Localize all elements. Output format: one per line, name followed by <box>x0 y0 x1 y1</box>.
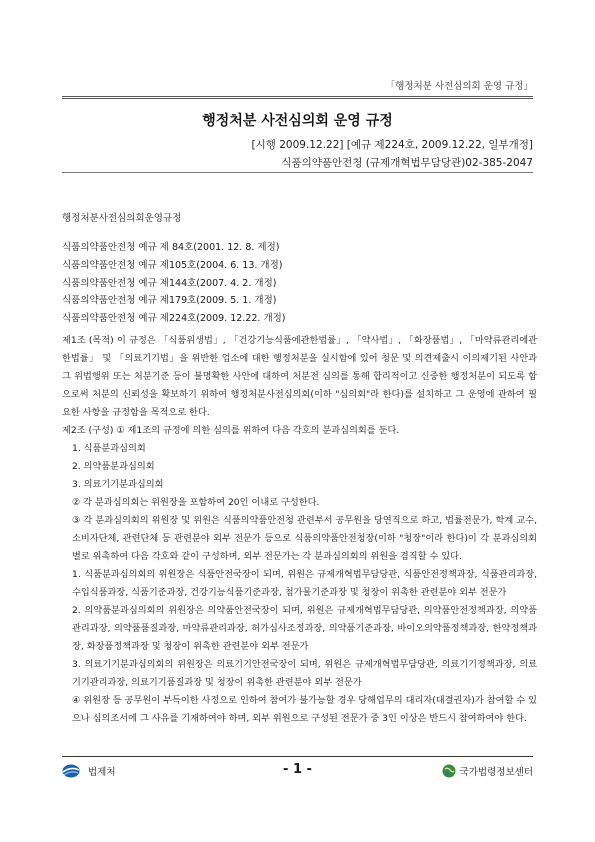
title-rule <box>62 172 533 173</box>
history-item: 식품의약품안전청 예규 제179호(2009. 5. 1. 개정) <box>62 295 277 307</box>
history-item: 식품의약품안전청 예규 제105호(2004. 6. 13. 개정) <box>62 259 283 271</box>
document-title: 행정처분 사전심의회 운영 규정 <box>202 113 393 129</box>
article-2-intro: 제2조 (구성) ① 제1조의 규정에 의한 심의를 위하여 다음 각호의 분과심의회를 둔다. <box>62 425 400 436</box>
header-rule <box>62 96 533 99</box>
footer-right-label: 국가법령정보센터 <box>459 767 533 778</box>
history-item: 식품의약품안전청 예규 제144호(2007. 4. 2. 개정) <box>62 277 277 289</box>
article-2-paragraph-3: ③ 각 분과심의회의 위원장 및 위원은 식품의약품안전청 관련부서 공무원을 당연직으로 하고, 법률전문가, 학계 교수, 소비자단체, 관련단체 등 관련분야 외부 전문가 등으로 식품의약품안전청장(이하 "청장"이라 한다)이 각 분과심의회별로 위촉하여 다음 각호와 같이 구성하며, 외부 전문가는 각 분과심의회의 위원을 겸직할 수 있다. <box>72 515 537 562</box>
page-footer <box>62 762 533 782</box>
article-2-item: 3. 의료기기분과심의회 <box>72 479 164 490</box>
regulation-body <box>62 332 537 728</box>
article-2-paragraph-2: ② 각 분과심의회는 위원장을 포함하여 20인 이내로 구성한다. <box>72 497 320 508</box>
enforcement-info: [시행 2009.12.22] [예규 제224호, 2009.12.22, 일부개정] <box>251 139 533 151</box>
history-item: 식품의약품안전청 예규 제 84호(2001. 12. 8. 제정) <box>62 242 280 253</box>
amendment-history <box>62 239 286 328</box>
article-2-subitem: 2. 의약품분과심의회의 위원장은 의약품안전국장이 되며, 위원은 규제개혁법무담당관, 의약품안전정책과장, 의약품관리과장, 의약품품질과장, 마약류관리과장, 허가심사조정과장, 의약품기준과장, 바이오의약품정책과장, 한약정책과장, 화장품정책과장 및 청장이 위촉한 관련분야 외부 전문가 <box>72 605 537 652</box>
footer-rule <box>62 756 533 757</box>
footer-source <box>442 764 533 778</box>
article-1: 제1조 (목적) 이 규정은 「식품위생법」, 「건강기능식품에관한법률」, 「약사법」, 「화장품법」, 「마약류관리에관한법률」 및 「의료기기법」을 위반한 업소에 대한 행정처분을 실시함에 있어 청문 및 의견제출시 이의제기된 사안과 그 위법행위 또는 처분기준 등이 불명확한 사안에 대하여 처분전 심의를 통해 합리적이고 신중한 행정처분이 되도록 함으로써 처분의 신뢰성을 확보하기 위하여 행정처분사전심의회(이하 "심의회"라 한다)를 설치하고 그 운영에 관하여 필요한 사항을 규정함을 목적으로 한다. <box>62 335 537 418</box>
history-item: 식품의약품안전청 예규 제224호(2009. 12.22. 개정) <box>62 313 286 325</box>
article-2-subitem: 1. 식품분과심의회의 위원장은 식품안전국장이 되며, 위원은 규제개혁법무담당관, 식품안전정책과장, 식품관리과장, 수입식품과장, 식품기준과장, 건강기능식품기준과장, 첨가물기준과장 및 청장이 위촉한 관련분야 외부 전문가 <box>72 569 537 598</box>
article-2-paragraph-4: ④ 위원장 등 공무원이 부득이한 사정으로 인하여 참여가 불가능할 경우 당해업무의 대리자(대결권자)가 참여할 수 있으나 심의조서에 그 사유를 기재하여야 하며, 외부 위원으로 구성된 전문가 중 3인 이상은 반드시 참여하여야 한다. <box>72 695 537 724</box>
page-number: - 1 - <box>283 762 312 777</box>
running-header: 「행정처분 사전심의회 운영 규정」 <box>385 81 533 92</box>
article-2-item: 1. 식품분과심의회 <box>72 443 146 454</box>
article-2-subitem: 3. 의료기기분과심의회의 위원장은 의료기기안전국장이 되며, 위원은 규제개혁법무담당관, 의료기기정책과장, 의료기기관리과장, 의료기기품질과장 및 청장이 위촉한 관련분야 외부 전문가 <box>72 659 537 688</box>
footer-left-label: 법제처 <box>88 767 116 778</box>
article-2-item: 2. 의약품분과심의회 <box>72 461 155 472</box>
regulation-name: 행정처분사전심의회운영규정 <box>62 213 182 224</box>
ministry-contact: 식품의약품안전청 (규제개혁법무담당관)02-385-2047 <box>281 157 533 169</box>
globe-icon <box>442 764 456 778</box>
